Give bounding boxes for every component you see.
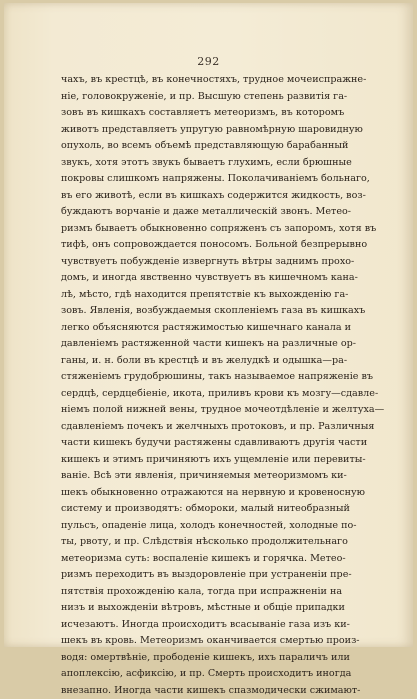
- text-line: стяженіемъ грудобрюшины, такъ называемое напряженіе въ: [61, 369, 394, 386]
- text-line: ніемъ полой нижней вены, трудное мочеотдѣленіе и желтуха—: [61, 402, 394, 419]
- text-line: сердцѣ, сердцебіеніе, икота, приливъ крови къ мозгу—сдавле-: [61, 386, 394, 403]
- text-line: сдавленіемъ почекъ и желчныхъ протоковъ, и пр. Различныя: [61, 419, 394, 436]
- text-line: опухоль, во всемъ объемѣ представляющую барабанный: [61, 138, 394, 155]
- text-line: внезапно. Иногда части кишекъ спазмодически сжимают-: [61, 683, 394, 699]
- page-number: 292: [4, 55, 413, 68]
- text-line: въ его животѣ, если въ кишкахъ содержится жидкость, воз-: [61, 188, 394, 205]
- text-line: животъ представляетъ упругую равномѣрную шаровидную: [61, 122, 394, 139]
- text-line: звукъ, хотя этотъ звукъ бываетъ глухимъ, если брюшные: [61, 155, 394, 172]
- text-line: апоплексію, асфиксію, и пр. Смерть происходитъ иногда: [61, 666, 394, 683]
- text-line: чахъ, въ крестцѣ, въ конечностяхъ, трудное мочеиспражне-: [61, 72, 394, 89]
- text-line: легко объясняются растяжимостью кишечнаго канала и: [61, 320, 394, 337]
- text-line: ризмъ бываетъ обыкновенно сопряженъ съ запоромъ, хотя въ: [61, 221, 394, 238]
- text-line: зовъ въ кишкахъ составляетъ метеоризмъ, въ которомъ: [61, 105, 394, 122]
- text-line: лѣ, мѣсто, гдѣ находится препятствіе къ выхожденію га-: [61, 287, 394, 304]
- text-line: водя: омертвѣніе, прободеніе кишекъ, ихъ параличъ или: [61, 650, 394, 667]
- text-line: низъ и выхожденіи вѣтровъ, мѣстные и общіе припадки: [61, 600, 394, 617]
- text-line: домъ, и иногда явственно чувствуетъ въ кишечномъ кана-: [61, 270, 394, 287]
- text-line: зовъ. Явленія, возбуждаемыя скопленіемъ газа въ кишкахъ: [61, 303, 394, 320]
- text-line: систему и производятъ: обмороки, малый нитеобразный: [61, 501, 394, 518]
- text-line: исчезаютъ. Иногда происходитъ всасываніе газа изъ ки-: [61, 617, 394, 634]
- text-line: пульсъ, опаденіе лица, холодъ конечностей, холодные по-: [61, 518, 394, 535]
- book-page: [4, 3, 413, 647]
- body-text: [61, 72, 394, 699]
- text-line: ваніе. Всѣ эти явленія, причиняемыя метеоризмомъ ки-: [61, 468, 394, 485]
- text-line: пятствія прохожденію кала, тогда при испражненіи на: [61, 584, 394, 601]
- text-line: ты, рвоту, и пр. Слѣдствія нѣсколько продолжительнаго: [61, 534, 394, 551]
- text-line: давленіемъ растяженной части кишекъ на различные ор-: [61, 336, 394, 353]
- text-line: чувствуетъ побужденіе извергнуть вѣтры заднимъ прохо-: [61, 254, 394, 271]
- text-line: покровы слишкомъ напряжены. Поколачиваніемъ больнаго,: [61, 171, 394, 188]
- text-line: шекъ въ кровь. Метеоризмъ оканчивается смертью произ-: [61, 633, 394, 650]
- text-line: тифѣ, онъ сопровождается поносомъ. Больной безпрерывно: [61, 237, 394, 254]
- text-line: ніе, головокруженіе, и пр. Высшую степень развитія га-: [61, 89, 394, 106]
- text-line: буждаютъ ворчаніе и даже металлическій звонъ. Метео-: [61, 204, 394, 221]
- text-line: части кишекъ будучи растяжены сдавливаютъ другія части: [61, 435, 394, 452]
- text-line: метеоризма суть: воспаленіе кишекъ и горячка. Метео-: [61, 551, 394, 568]
- text-line: ризмъ переходитъ въ выздоровленіе при устраненіи пре-: [61, 567, 394, 584]
- text-line: ганы, и. н. боли въ крестцѣ и въ желудкѣ и одышка—ра-: [61, 353, 394, 370]
- text-line: кишекъ и этимъ причиняютъ ихъ ущемленіе или перевиты-: [61, 452, 394, 469]
- text-line: шекъ обыкновенно отражаются на нервную и кровеносную: [61, 485, 394, 502]
